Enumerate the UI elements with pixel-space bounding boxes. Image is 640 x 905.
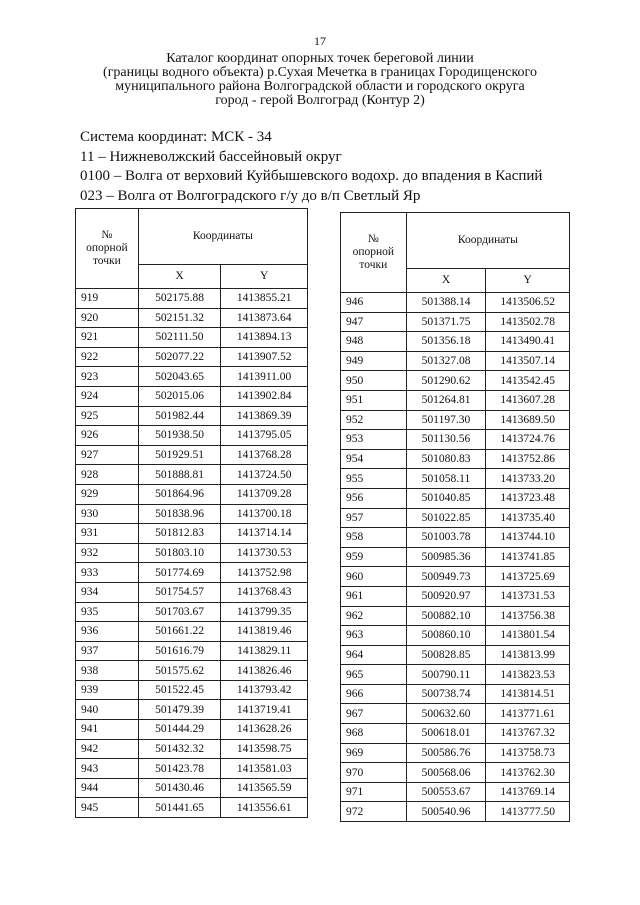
table-row bbox=[341, 508, 570, 528]
table-row bbox=[76, 484, 308, 504]
x-coordinate-cell: 501661.22 bbox=[138, 622, 221, 642]
y-coordinate-cell: 1413894.13 bbox=[221, 328, 308, 348]
table-row bbox=[341, 469, 570, 489]
table-row bbox=[76, 289, 308, 309]
x-coordinate-cell: 500738.74 bbox=[406, 684, 486, 704]
document-title bbox=[60, 52, 580, 108]
y-coordinate-cell: 1413507.14 bbox=[486, 351, 570, 371]
y-coordinate-cell: 1413771.61 bbox=[486, 704, 570, 724]
point-number-header bbox=[341, 213, 407, 293]
table-row bbox=[76, 778, 308, 798]
y-coordinate-cell: 1413506.52 bbox=[486, 293, 570, 313]
table-row bbox=[341, 547, 570, 567]
table-row bbox=[341, 606, 570, 626]
point-number-cell: 954 bbox=[341, 449, 407, 469]
table-row bbox=[341, 665, 570, 685]
point-number-cell: 945 bbox=[76, 798, 139, 818]
y-header: Y bbox=[221, 265, 308, 289]
y-coordinate-cell: 1413741.85 bbox=[486, 547, 570, 567]
x-coordinate-cell: 501838.96 bbox=[138, 504, 221, 524]
y-coordinate-cell: 1413735.40 bbox=[486, 508, 570, 528]
point-number-cell: 935 bbox=[76, 602, 139, 622]
x-coordinate-cell: 501356.18 bbox=[406, 332, 486, 352]
y-coordinate-cell: 1413813.99 bbox=[486, 645, 570, 665]
point-number-cell: 947 bbox=[341, 312, 407, 332]
table-row bbox=[76, 680, 308, 700]
coordinates-table-left bbox=[75, 208, 308, 818]
x-coordinate-cell: 501982.44 bbox=[138, 406, 221, 426]
x-coordinate-cell: 501430.46 bbox=[138, 778, 221, 798]
title-line: Каталог координат опорных точек береговой линии bbox=[166, 51, 474, 66]
y-coordinate-cell: 1413752.86 bbox=[486, 449, 570, 469]
point-number-cell: 936 bbox=[76, 622, 139, 642]
table-row bbox=[76, 563, 308, 583]
point-number-cell: 921 bbox=[76, 328, 139, 348]
coordinate-system-line: Система координат: МСК - 34 bbox=[80, 129, 272, 145]
y-coordinate-cell: 1413724.76 bbox=[486, 430, 570, 450]
y-coordinate-cell: 1413723.48 bbox=[486, 488, 570, 508]
point-number-cell: 941 bbox=[76, 720, 139, 740]
y-coordinate-cell: 1413725.69 bbox=[486, 567, 570, 587]
point-number-cell: 939 bbox=[76, 680, 139, 700]
y-header: Y bbox=[486, 269, 570, 293]
y-coordinate-cell: 1413819.46 bbox=[221, 622, 308, 642]
table-row bbox=[76, 759, 308, 779]
x-coordinate-cell: 501197.30 bbox=[406, 410, 486, 430]
y-coordinate-cell: 1413869.39 bbox=[221, 406, 308, 426]
x-coordinate-cell: 500985.36 bbox=[406, 547, 486, 567]
table-body bbox=[76, 289, 308, 818]
x-coordinate-cell: 501938.50 bbox=[138, 426, 221, 446]
point-number-cell: 929 bbox=[76, 484, 139, 504]
table-row bbox=[341, 293, 570, 313]
page-number: 17 bbox=[314, 34, 326, 48]
x-coordinate-cell: 501703.67 bbox=[138, 602, 221, 622]
y-coordinate-cell: 1413607.28 bbox=[486, 390, 570, 410]
x-coordinate-cell: 502077.22 bbox=[138, 347, 221, 367]
x-coordinate-cell: 501022.85 bbox=[406, 508, 486, 528]
point-number-cell: 948 bbox=[341, 332, 407, 352]
title-line: (границы водного объекта) р.Сухая Мечетка в границах Городищенского bbox=[103, 65, 537, 80]
point-number-cell: 933 bbox=[76, 563, 139, 583]
coordinates-header: Координаты bbox=[406, 213, 569, 269]
x-coordinate-cell: 501290.62 bbox=[406, 371, 486, 391]
point-number-header bbox=[76, 209, 139, 289]
y-coordinate-cell: 1413689.50 bbox=[486, 410, 570, 430]
point-number-cell: 934 bbox=[76, 582, 139, 602]
y-coordinate-cell: 1413752.98 bbox=[221, 563, 308, 583]
basin-district-line: 11 – Нижневолжский бассейновый округ bbox=[80, 148, 342, 165]
x-coordinate-cell: 500920.97 bbox=[406, 586, 486, 606]
point-number-cell: 966 bbox=[341, 684, 407, 704]
coordinates-header: Координаты bbox=[138, 209, 307, 265]
y-coordinate-cell: 1413799.35 bbox=[221, 602, 308, 622]
y-coordinate-cell: 1413911.00 bbox=[221, 367, 308, 387]
x-coordinate-cell: 501080.83 bbox=[406, 449, 486, 469]
point-number-cell: 956 bbox=[341, 488, 407, 508]
x-coordinate-cell: 501327.08 bbox=[406, 351, 486, 371]
y-coordinate-cell: 1413542.45 bbox=[486, 371, 570, 391]
x-coordinate-cell: 501812.83 bbox=[138, 524, 221, 544]
x-coordinate-cell: 501754.57 bbox=[138, 582, 221, 602]
x-coordinate-cell: 500553.67 bbox=[406, 782, 486, 802]
y-coordinate-cell: 1413767.32 bbox=[486, 724, 570, 744]
y-coordinate-cell: 1413768.43 bbox=[221, 582, 308, 602]
point-number-cell: 949 bbox=[341, 351, 407, 371]
point-number-cell: 919 bbox=[76, 289, 139, 309]
table-row bbox=[341, 430, 570, 450]
table-row bbox=[341, 626, 570, 646]
x-coordinate-cell: 501479.39 bbox=[138, 700, 221, 720]
table-row bbox=[76, 445, 308, 465]
point-number-cell: 951 bbox=[341, 390, 407, 410]
header-text: № bbox=[101, 229, 113, 241]
point-number-cell: 924 bbox=[76, 386, 139, 406]
x-coordinate-cell: 502043.65 bbox=[138, 367, 221, 387]
y-coordinate-cell: 1413724.50 bbox=[221, 465, 308, 485]
coordinate-system-info bbox=[80, 128, 542, 206]
table-row bbox=[341, 763, 570, 783]
x-coordinate-cell: 500632.60 bbox=[406, 704, 486, 724]
table-row bbox=[76, 328, 308, 348]
table-row bbox=[76, 308, 308, 328]
x-coordinate-cell: 500540.96 bbox=[406, 802, 486, 822]
point-number-cell: 965 bbox=[341, 665, 407, 685]
y-coordinate-cell: 1413756.38 bbox=[486, 606, 570, 626]
point-number-cell: 970 bbox=[341, 763, 407, 783]
table-row bbox=[341, 724, 570, 744]
y-coordinate-cell: 1413907.52 bbox=[221, 347, 308, 367]
table-row bbox=[76, 406, 308, 426]
y-coordinate-cell: 1413565.59 bbox=[221, 778, 308, 798]
table-row bbox=[341, 449, 570, 469]
table-body bbox=[341, 293, 570, 822]
table-row bbox=[76, 347, 308, 367]
header-text: опорной bbox=[352, 246, 395, 258]
x-coordinate-cell: 501130.56 bbox=[406, 430, 486, 450]
y-coordinate-cell: 1413795.05 bbox=[221, 426, 308, 446]
point-number-cell: 952 bbox=[341, 410, 407, 430]
table-row bbox=[76, 661, 308, 681]
y-coordinate-cell: 1413714.14 bbox=[221, 524, 308, 544]
point-number-cell: 968 bbox=[341, 724, 407, 744]
y-coordinate-cell: 1413793.42 bbox=[221, 680, 308, 700]
point-number-cell: 959 bbox=[341, 547, 407, 567]
point-number-cell: 971 bbox=[341, 782, 407, 802]
x-coordinate-cell: 501929.51 bbox=[138, 445, 221, 465]
point-number-cell: 946 bbox=[341, 293, 407, 313]
y-coordinate-cell: 1413581.03 bbox=[221, 759, 308, 779]
point-number-cell: 926 bbox=[76, 426, 139, 446]
table-row bbox=[341, 684, 570, 704]
table-row bbox=[76, 543, 308, 563]
title-line: муниципального района Волгоградской области и городского округа bbox=[115, 79, 525, 94]
header-text: точки bbox=[359, 259, 388, 271]
y-coordinate-cell: 1413801.54 bbox=[486, 626, 570, 646]
table-row bbox=[76, 426, 308, 446]
table-row bbox=[341, 390, 570, 410]
x-coordinate-cell: 500949.73 bbox=[406, 567, 486, 587]
table-row bbox=[341, 586, 570, 606]
point-number-cell: 955 bbox=[341, 469, 407, 489]
y-coordinate-cell: 1413628.26 bbox=[221, 720, 308, 740]
x-coordinate-cell: 502111.50 bbox=[138, 328, 221, 348]
header-text: № bbox=[367, 233, 379, 245]
y-coordinate-cell: 1413762.30 bbox=[486, 763, 570, 783]
x-coordinate-cell: 501444.29 bbox=[138, 720, 221, 740]
point-number-cell: 940 bbox=[76, 700, 139, 720]
y-coordinate-cell: 1413769.14 bbox=[486, 782, 570, 802]
point-number-cell: 938 bbox=[76, 661, 139, 681]
x-coordinate-cell: 500828.85 bbox=[406, 645, 486, 665]
x-coordinate-cell: 501040.85 bbox=[406, 488, 486, 508]
point-number-cell: 963 bbox=[341, 626, 407, 646]
table-row bbox=[341, 410, 570, 430]
y-coordinate-cell: 1413777.50 bbox=[486, 802, 570, 822]
y-coordinate-cell: 1413490.41 bbox=[486, 332, 570, 352]
coordinates-table-right bbox=[340, 212, 570, 822]
point-number-cell: 923 bbox=[76, 367, 139, 387]
x-coordinate-cell: 500586.76 bbox=[406, 743, 486, 763]
table-row bbox=[76, 798, 308, 818]
y-coordinate-cell: 1413758.73 bbox=[486, 743, 570, 763]
table-row bbox=[76, 602, 308, 622]
table-row bbox=[341, 704, 570, 724]
x-coordinate-cell: 502175.88 bbox=[138, 289, 221, 309]
point-number-cell: 944 bbox=[76, 778, 139, 798]
water-section-line: 023 – Волга от Волгоградского г/у до в/п Светлый Яр bbox=[80, 187, 421, 204]
table-row bbox=[341, 488, 570, 508]
y-coordinate-cell: 1413829.11 bbox=[221, 641, 308, 661]
table-row bbox=[341, 567, 570, 587]
table-row bbox=[341, 332, 570, 352]
point-number-cell: 922 bbox=[76, 347, 139, 367]
point-number-cell: 969 bbox=[341, 743, 407, 763]
y-coordinate-cell: 1413730.53 bbox=[221, 543, 308, 563]
y-coordinate-cell: 1413502.78 bbox=[486, 312, 570, 332]
x-coordinate-cell: 501575.62 bbox=[138, 661, 221, 681]
point-number-cell: 967 bbox=[341, 704, 407, 724]
point-number-cell: 972 bbox=[341, 802, 407, 822]
river-basin-line: 0100 – Волга от верховий Куйбышевского водохр. до впадения в Каспий bbox=[80, 168, 543, 184]
table-row bbox=[341, 782, 570, 802]
y-coordinate-cell: 1413826.46 bbox=[221, 661, 308, 681]
point-number-cell: 960 bbox=[341, 567, 407, 587]
x-coordinate-cell: 501616.79 bbox=[138, 641, 221, 661]
x-coordinate-cell: 500618.01 bbox=[406, 724, 486, 744]
point-number-cell: 953 bbox=[341, 430, 407, 450]
x-coordinate-cell: 501388.14 bbox=[406, 293, 486, 313]
table-row bbox=[76, 524, 308, 544]
table-row bbox=[76, 367, 308, 387]
table-row bbox=[341, 645, 570, 665]
y-coordinate-cell: 1413814.51 bbox=[486, 684, 570, 704]
y-coordinate-cell: 1413598.75 bbox=[221, 739, 308, 759]
table-row bbox=[341, 743, 570, 763]
x-coordinate-cell: 502015.06 bbox=[138, 386, 221, 406]
x-coordinate-cell: 500568.06 bbox=[406, 763, 486, 783]
y-coordinate-cell: 1413902.84 bbox=[221, 386, 308, 406]
header-text: точки bbox=[92, 255, 121, 267]
x-coordinate-cell: 502151.32 bbox=[138, 308, 221, 328]
x-coordinate-cell: 500790.11 bbox=[406, 665, 486, 685]
point-number-cell: 937 bbox=[76, 641, 139, 661]
x-header: X bbox=[406, 269, 486, 293]
x-coordinate-cell: 501003.78 bbox=[406, 528, 486, 548]
y-coordinate-cell: 1413700.18 bbox=[221, 504, 308, 524]
y-coordinate-cell: 1413744.10 bbox=[486, 528, 570, 548]
point-number-cell: 958 bbox=[341, 528, 407, 548]
point-number-cell: 957 bbox=[341, 508, 407, 528]
table-row bbox=[341, 312, 570, 332]
table-row bbox=[76, 582, 308, 602]
table-row bbox=[341, 351, 570, 371]
point-number-cell: 964 bbox=[341, 645, 407, 665]
table-row bbox=[76, 720, 308, 740]
x-coordinate-cell: 501423.78 bbox=[138, 759, 221, 779]
table-row bbox=[76, 739, 308, 759]
table-row bbox=[76, 622, 308, 642]
point-number-cell: 950 bbox=[341, 371, 407, 391]
x-coordinate-cell: 500860.10 bbox=[406, 626, 486, 646]
title-line: город - герой Волгоград (Контур 2) bbox=[215, 93, 425, 108]
y-coordinate-cell: 1413768.28 bbox=[221, 445, 308, 465]
x-coordinate-cell: 501774.69 bbox=[138, 563, 221, 583]
point-number-cell: 925 bbox=[76, 406, 139, 426]
x-coordinate-cell: 501441.65 bbox=[138, 798, 221, 818]
header-text: опорной bbox=[86, 242, 128, 254]
y-coordinate-cell: 1413731.53 bbox=[486, 586, 570, 606]
x-coordinate-cell: 500882.10 bbox=[406, 606, 486, 626]
y-coordinate-cell: 1413873.64 bbox=[221, 308, 308, 328]
point-number-cell: 928 bbox=[76, 465, 139, 485]
point-number-cell: 943 bbox=[76, 759, 139, 779]
table-row bbox=[76, 641, 308, 661]
x-header: X bbox=[138, 265, 221, 289]
point-number-cell: 942 bbox=[76, 739, 139, 759]
y-coordinate-cell: 1413733.20 bbox=[486, 469, 570, 489]
table-row bbox=[76, 504, 308, 524]
table-row bbox=[341, 371, 570, 391]
x-coordinate-cell: 501522.45 bbox=[138, 680, 221, 700]
point-number-cell: 927 bbox=[76, 445, 139, 465]
x-coordinate-cell: 501432.32 bbox=[138, 739, 221, 759]
x-coordinate-cell: 501371.75 bbox=[406, 312, 486, 332]
y-coordinate-cell: 1413556.61 bbox=[221, 798, 308, 818]
x-coordinate-cell: 501803.10 bbox=[138, 543, 221, 563]
x-coordinate-cell: 501864.96 bbox=[138, 484, 221, 504]
y-coordinate-cell: 1413719.41 bbox=[221, 700, 308, 720]
point-number-cell: 930 bbox=[76, 504, 139, 524]
table-row bbox=[76, 465, 308, 485]
y-coordinate-cell: 1413855.21 bbox=[221, 289, 308, 309]
point-number-cell: 961 bbox=[341, 586, 407, 606]
table-row bbox=[76, 700, 308, 720]
y-coordinate-cell: 1413823.53 bbox=[486, 665, 570, 685]
point-number-cell: 931 bbox=[76, 524, 139, 544]
point-number-cell: 932 bbox=[76, 543, 139, 563]
point-number-cell: 962 bbox=[341, 606, 407, 626]
table-row bbox=[76, 386, 308, 406]
table-row bbox=[341, 528, 570, 548]
y-coordinate-cell: 1413709.28 bbox=[221, 484, 308, 504]
table-row bbox=[341, 802, 570, 822]
point-number-cell: 920 bbox=[76, 308, 139, 328]
x-coordinate-cell: 501058.11 bbox=[406, 469, 486, 489]
x-coordinate-cell: 501888.81 bbox=[138, 465, 221, 485]
x-coordinate-cell: 501264.81 bbox=[406, 390, 486, 410]
